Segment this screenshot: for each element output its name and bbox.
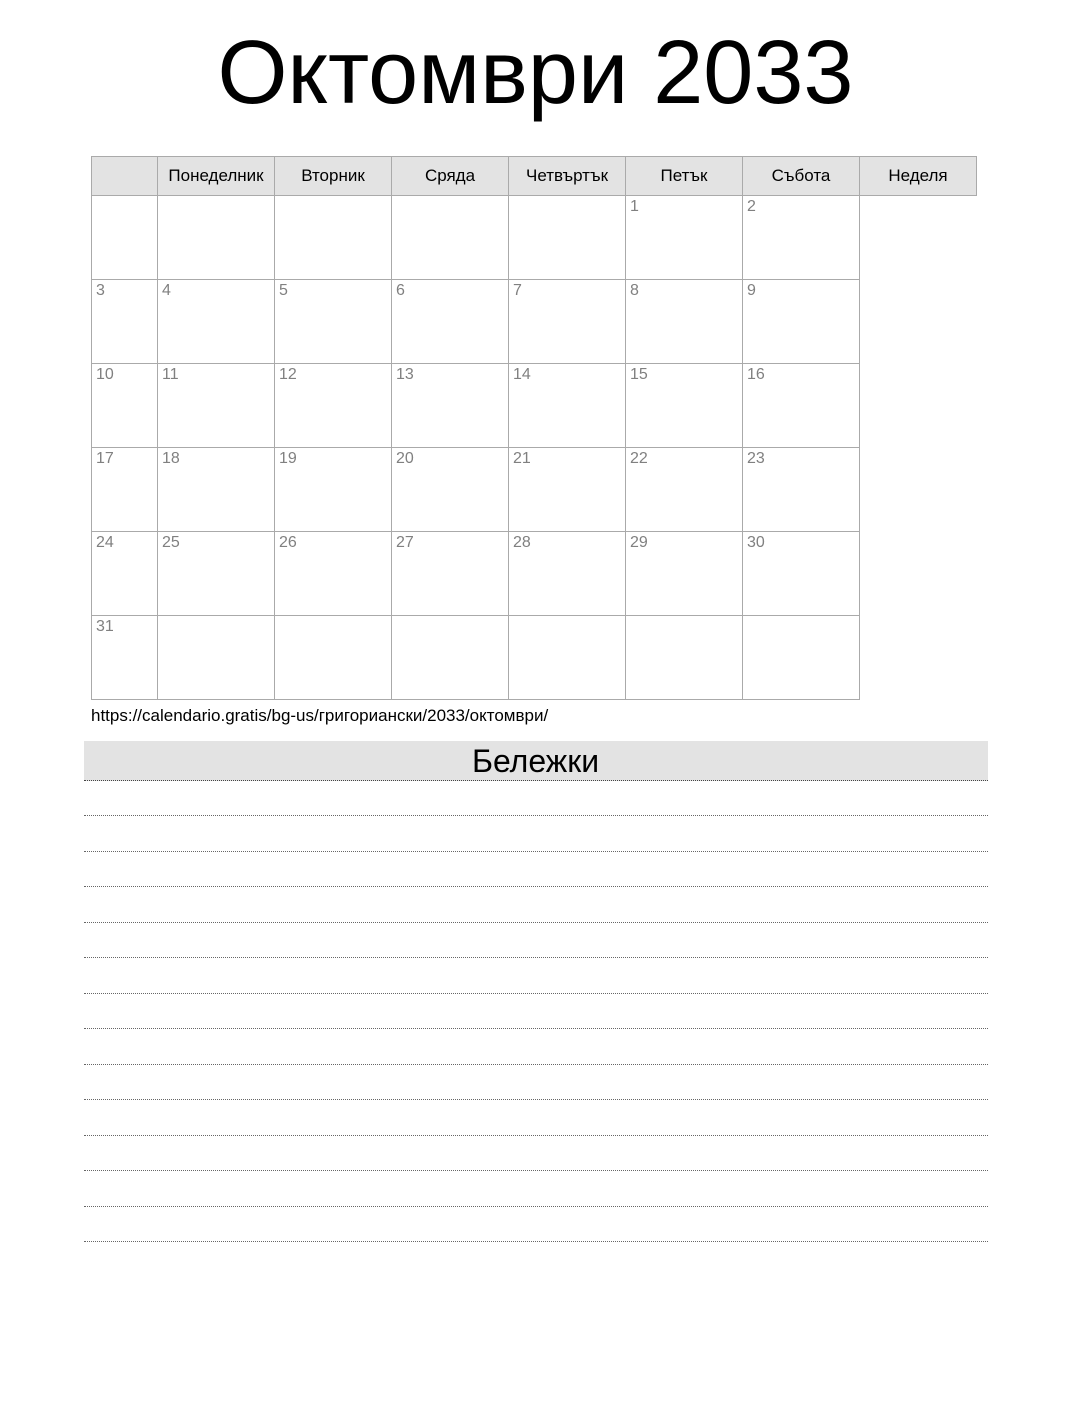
- day-cell-29: 29: [626, 531, 743, 615]
- week-row-0: [92, 195, 977, 279]
- day-cell-13: 13: [392, 363, 509, 447]
- week-row-3: [92, 447, 977, 531]
- note-line-7: [84, 994, 988, 1030]
- day-cell-19: 19: [275, 447, 392, 531]
- day-cell-28: 28: [509, 531, 626, 615]
- notes-section: [84, 741, 988, 1243]
- month-calendar: [91, 156, 977, 700]
- calendar-body: [92, 195, 977, 699]
- day-cell-8: 8: [626, 279, 743, 363]
- day-cell-empty: [92, 195, 158, 279]
- week-row-1: [92, 279, 977, 363]
- day-cell-14: 14: [509, 363, 626, 447]
- day-cell-empty: [392, 615, 509, 699]
- day-cell-12: 12: [275, 363, 392, 447]
- note-line-10: [84, 1100, 988, 1136]
- day-cell-empty: [158, 195, 275, 279]
- day-cell-empty: [509, 615, 626, 699]
- day-cell-empty: [275, 615, 392, 699]
- note-line-9: [84, 1065, 988, 1101]
- day-cell-empty: [275, 195, 392, 279]
- note-line-11: [84, 1136, 988, 1172]
- notes-lines: [84, 781, 988, 1243]
- weekday-header-5: Събота: [743, 156, 860, 195]
- day-cell-empty: [158, 615, 275, 699]
- note-line-8: [84, 1029, 988, 1065]
- day-cell-20: 20: [392, 447, 509, 531]
- day-cell-18: 18: [158, 447, 275, 531]
- week-row-5: [92, 615, 977, 699]
- note-line-1: [84, 781, 988, 817]
- weekday-header-1: Вторник: [275, 156, 392, 195]
- day-cell-6: 6: [392, 279, 509, 363]
- day-cell-9: 9: [743, 279, 860, 363]
- note-line-4: [84, 887, 988, 923]
- day-cell-23: 23: [743, 447, 860, 531]
- day-cell-empty: [509, 195, 626, 279]
- day-cell-27: 27: [392, 531, 509, 615]
- note-line-2: [84, 816, 988, 852]
- day-cell-15: 15: [626, 363, 743, 447]
- day-cell-30: 30: [743, 531, 860, 615]
- day-cell-10: 10: [92, 363, 158, 447]
- source-url: https://calendario.gratis/bg-us/григориански/2033/октомври/: [91, 705, 549, 725]
- day-cell-25: 25: [158, 531, 275, 615]
- weekday-header-3: Четвъртък: [509, 156, 626, 195]
- note-line-5: [84, 923, 988, 959]
- day-cell-7: 7: [509, 279, 626, 363]
- weekday-header-2: Сряда: [392, 156, 509, 195]
- note-line-3: [84, 852, 988, 888]
- day-cell-3: 3: [92, 279, 158, 363]
- day-cell-21: 21: [509, 447, 626, 531]
- note-line-6: [84, 958, 988, 994]
- page-title: Октомври 2033: [217, 23, 854, 123]
- day-cell-11: 11: [158, 363, 275, 447]
- day-cell-16: 16: [743, 363, 860, 447]
- day-cell-empty: [743, 615, 860, 699]
- week-row-2: [92, 363, 977, 447]
- day-cell-17: 17: [92, 447, 158, 531]
- day-cell-empty: [626, 615, 743, 699]
- month-spacer-column: [92, 156, 158, 195]
- day-cell-24: 24: [92, 531, 158, 615]
- note-line-12: [84, 1171, 988, 1207]
- day-cell-1: 1: [626, 195, 743, 279]
- note-line-13: [84, 1207, 988, 1243]
- day-cell-empty: [392, 195, 509, 279]
- day-cell-2: 2: [743, 195, 860, 279]
- weekday-header-4: Петък: [626, 156, 743, 195]
- day-cell-26: 26: [275, 531, 392, 615]
- day-cell-31: 31: [92, 615, 158, 699]
- weekday-header-6: Неделя: [860, 156, 977, 195]
- day-cell-4: 4: [158, 279, 275, 363]
- weekday-header-0: Понеделник: [158, 156, 275, 195]
- week-row-4: [92, 531, 977, 615]
- day-cell-5: 5: [275, 279, 392, 363]
- day-cell-22: 22: [626, 447, 743, 531]
- weekday-header-row: [92, 156, 977, 195]
- notes-title: Бележки: [84, 741, 988, 781]
